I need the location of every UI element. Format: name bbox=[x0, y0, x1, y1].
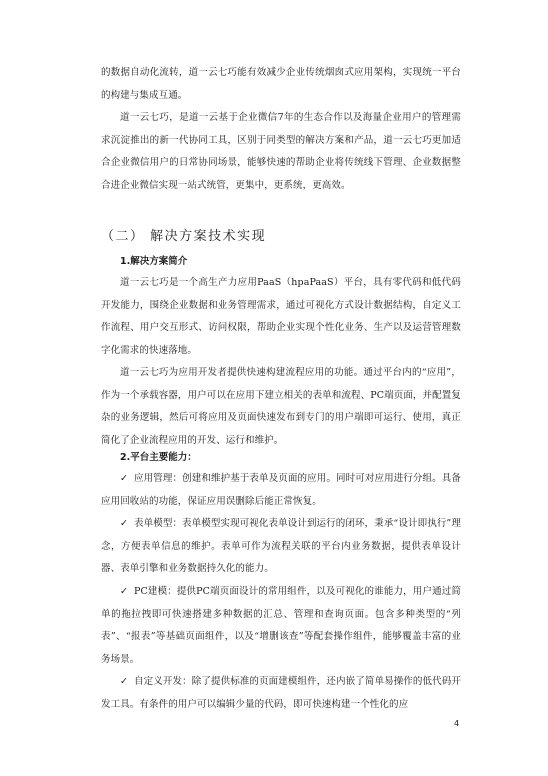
intro-tail-paragraph: 的数据自动化流转，道一云七巧能有效减少企业传统烟囱式应用架构，实现统一平台的构建与集成互通。 bbox=[101, 67, 461, 101]
capability-text: 自定义开发：除了提供标准的页面建模组件，还内嵌了简单易操作的低代码开发工具。有条件的用户可以编辑少量的代码，即可快速构建一个性化的应 bbox=[101, 676, 461, 710]
capability-item bbox=[101, 581, 461, 671]
solution-intro-heading: 1.解决方案简介 bbox=[120, 256, 188, 267]
solution-intro-paragraph-2: 道一云七巧为应用开发者提供快速构建流程应用的功能。通过平台内的“应用”，作为一个承载容器，用户可以在应用下建立相关的表单和流程、PC端页面，并配置复杂的业务逻辑，然后可将应用及页面快速发布到专门的用户端即可运行、使用，真正简化了企业流程应用的开发、运行和维护。 bbox=[101, 367, 461, 446]
capability-item bbox=[101, 671, 461, 716]
capability-text: 表单模型：表单模型实现可视化表单设计到运行的闭环，秉承“设计即执行”理念，方便表单信息的维护。表单可作为流程关联的平台内业务数据，提供表单设计器、表单引擎和业务数据持久化的能力。 bbox=[101, 518, 461, 574]
capability-text: 应用管理：创建和维护基于表单及页面的应用。同时可对应用进行分组。具备应用回收站的功能，保证应用误删除后能正常恢复。 bbox=[101, 473, 461, 507]
capability-item bbox=[101, 468, 461, 513]
capability-item bbox=[101, 513, 461, 581]
section-heading: （二） 解决方案技术实现 bbox=[101, 229, 267, 244]
check-icon: ✓ bbox=[120, 676, 129, 687]
page-number: 4 bbox=[454, 719, 460, 728]
check-icon: ✓ bbox=[120, 518, 129, 529]
check-icon: ✓ bbox=[120, 473, 129, 484]
capabilities-heading: 2.平台主要能力： bbox=[120, 452, 197, 463]
intro-description-paragraph: 道一云七巧，是道一云基于企业微信7年的生态合作以及海量企业用户的管理需求沉淀推出的新一代协同工具，区别于同类型的解决方案和产品，道一云七巧更加适合企业微信用户的日常协同场景，能够快速的帮助企业将传统线下管理、企业数据整合进企业微信实现一站式统管，更集中，更系统，更高效。 bbox=[101, 112, 461, 191]
solution-intro-paragraph-1: 道一云七巧是一个高生产力应用PaaS（hpaPaaS）平台，具有零代码和低代码开发能力，围绕企业数据和业务管理需求，通过可视化方式设计数据结构，自定义工作流程、用户交互形式、访问权限，帮助企业实现个性化业务、生产以及运营管理数字化需求的快速落地。 bbox=[101, 277, 461, 356]
check-icon: ✓ bbox=[120, 586, 129, 597]
capability-text: PC建模：提供PC端页面设计的常用组件，以及可视化的谁能力，用户通过简单的拖拉拽即可快速搭建多种数据的汇总、管理和查询页面。包含多种类型的“列表”、“报表”等基础页面组件，以及“增删该查”等配套操作组件，能够覆盖丰富的业务场景。 bbox=[101, 586, 461, 665]
